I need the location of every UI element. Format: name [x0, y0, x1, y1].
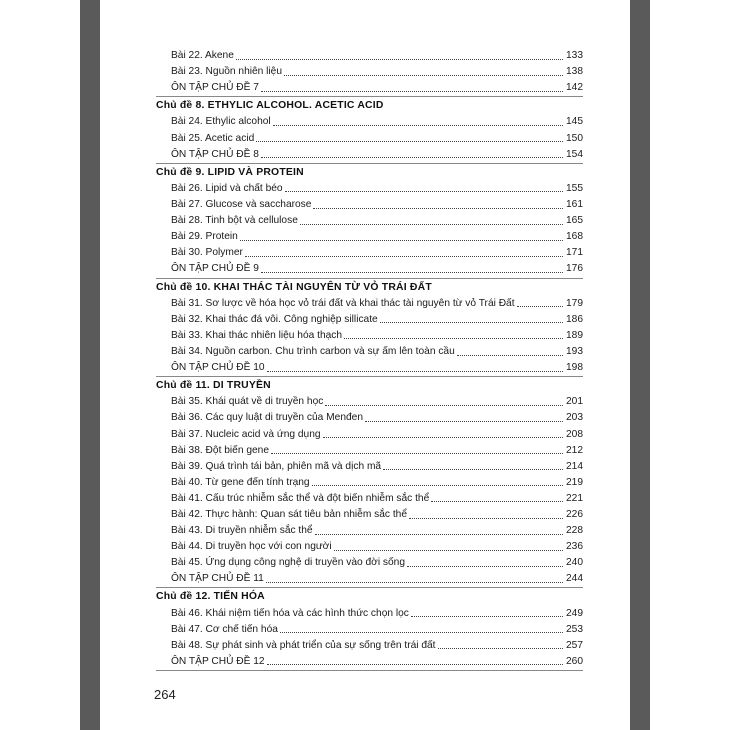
entry-title: Bài 36. Các quy luật di truyền của Menđen: [171, 412, 363, 424]
dot-leader: [315, 534, 563, 535]
dot-leader: [284, 75, 563, 76]
entry-title: Bài 40. Từ gene đến tính trạng: [171, 476, 310, 488]
topic-heading: Chủ đề 9. LIPID VÀ PROTEIN: [156, 166, 304, 178]
dot-leader: [380, 322, 563, 323]
entry-page-number: 138: [566, 66, 583, 78]
entry-title: Bài 47. Cơ chế tiến hóa: [171, 623, 278, 635]
section-divider: [156, 670, 583, 671]
lesson-entry: [156, 410, 583, 426]
lesson-entry: [156, 507, 583, 523]
entry-page-number: 155: [566, 182, 583, 194]
lesson-entry: [156, 622, 583, 638]
entry-page-number: 203: [566, 412, 583, 424]
dot-leader: [325, 405, 563, 406]
entry-page-number: 168: [566, 231, 583, 243]
entry-title: Bài 31. Sơ lược về hóa học vỏ trái đất và khai thác tài nguyên từ vỏ Trái Đất: [171, 297, 515, 309]
dot-leader: [300, 224, 563, 225]
entry-title: ÔN TẬP CHỦ ĐỀ 8: [171, 148, 259, 160]
dot-leader: [267, 371, 563, 372]
entry-title: Bài 38. Đột biến gene: [171, 444, 269, 456]
lesson-entry: [156, 606, 583, 622]
entry-page-number: 257: [566, 639, 583, 651]
book-page: [100, 0, 630, 730]
entry-title: Bài 32. Khai thác đá vôi. Công nghiệp sillicate: [171, 313, 378, 325]
entry-title: Bài 48. Sự phát sinh và phát triển của sự sống trên trái đất: [171, 639, 436, 651]
lesson-entry: [156, 539, 583, 555]
lesson-entry: [156, 443, 583, 459]
topic-heading: Chủ đề 10. KHAI THÁC TÀI NGUYÊN TỪ VỎ TRÁI ĐẤT: [156, 281, 432, 293]
entry-page-number: 133: [566, 50, 583, 61]
dot-leader: [383, 469, 563, 470]
dot-leader: [344, 338, 563, 339]
entry-page-number: 208: [566, 428, 583, 440]
dot-leader: [411, 616, 563, 617]
entry-page-number: 142: [566, 82, 583, 94]
dot-leader: [240, 240, 563, 241]
entry-title: Bài 25. Acetic acid: [171, 132, 255, 144]
lesson-entry: [156, 491, 583, 507]
dot-leader: [261, 157, 563, 158]
dot-leader: [271, 453, 563, 454]
entry-page-number: 189: [566, 329, 583, 341]
lesson-entry: [156, 344, 583, 360]
entry-page-number: 221: [566, 492, 583, 504]
review-entry: [156, 261, 583, 277]
review-entry: [156, 571, 583, 587]
entry-title: Bài 30. Polymer: [171, 247, 243, 259]
lesson-entry: [156, 181, 583, 197]
dot-leader: [438, 648, 563, 649]
lesson-entry: [156, 213, 583, 229]
entry-page-number: 244: [566, 573, 583, 585]
entry-page-number: 260: [566, 655, 583, 667]
entry-page-number: 193: [566, 345, 583, 357]
topic-heading: Chủ đề 12. TIẾN HÓA: [156, 591, 265, 603]
dot-leader: [407, 566, 563, 567]
lesson-entry: [156, 459, 583, 475]
lesson-entry: [156, 427, 583, 443]
dot-leader: [431, 501, 563, 502]
entry-title: Bài 23. Nguồn nhiên liệu: [171, 66, 283, 78]
entry-page-number: 226: [566, 509, 583, 520]
lesson-entry: [156, 394, 583, 410]
entry-page-number: 212: [566, 444, 583, 456]
entry-page-number: 236: [566, 541, 583, 553]
entry-page-number: 179: [566, 297, 583, 309]
entry-title: Bài 34. Nguồn carbon. Chu trình carbon và sự ấm lên toàn cầu: [171, 345, 455, 357]
entry-page-number: 150: [566, 132, 583, 144]
entry-page-number: 219: [566, 476, 583, 488]
entry-page-number: 253: [566, 623, 583, 635]
entry-title: ÔN TẬP CHỦ ĐỀ 11: [171, 573, 264, 585]
lesson-entry: [156, 328, 583, 344]
entry-page-number: 240: [566, 557, 583, 569]
lesson-entry: [156, 197, 583, 213]
entry-page-number: 201: [566, 396, 583, 408]
entry-title: Bài 24. Ethylic alcohol: [171, 116, 271, 128]
entry-page-number: 145: [566, 116, 583, 128]
dot-leader: [261, 272, 563, 273]
entry-title: Bài 42. Thực hành: Quan sát tiêu bản nhiễm sắc thể: [171, 509, 407, 520]
lesson-entry: [156, 48, 583, 64]
topic-heading: Chủ đề 11. DI TRUYỀN: [156, 380, 271, 392]
dot-leader: [365, 421, 563, 422]
dot-leader: [273, 125, 563, 126]
entry-title: Bài 35. Khái quát về di truyền học: [171, 396, 324, 408]
page-number: 264: [154, 687, 176, 702]
entry-title: Bài 37. Nucleic acid và ứng dụng: [171, 428, 321, 440]
entry-page-number: 249: [566, 607, 583, 619]
entry-title: Bài 29. Protein: [171, 231, 238, 243]
dot-leader: [267, 664, 563, 665]
lesson-entry: [156, 555, 583, 571]
entry-title: Bài 46. Khái niệm tiến hóa và các hình thức chọn lọc: [171, 607, 409, 619]
entry-title: ÔN TẬP CHỦ ĐỀ 12: [171, 655, 265, 667]
lesson-entry: [156, 475, 583, 491]
entry-title: Bài 22. Akene: [171, 50, 234, 61]
dot-leader: [261, 91, 563, 92]
entry-title: ÔN TẬP CHỦ ĐỀ 10: [171, 362, 265, 374]
lesson-entry: [156, 64, 583, 80]
dot-leader: [256, 141, 563, 142]
dot-leader: [280, 632, 563, 633]
dot-leader: [517, 306, 563, 307]
entry-title: Bài 41. Cấu trúc nhiễm sắc thể và đột biến nhiễm sắc thể: [171, 492, 430, 504]
review-entry: [156, 147, 583, 163]
entry-title: Bài 43. Di truyền nhiễm sắc thể: [171, 525, 313, 537]
entry-page-number: 171: [566, 247, 583, 259]
entry-page-number: 214: [566, 460, 583, 472]
dot-leader: [313, 208, 563, 209]
entry-page-number: 154: [566, 148, 583, 160]
entry-page-number: 165: [566, 215, 583, 227]
entry-title: Bài 28. Tinh bột và cellulose: [171, 215, 298, 227]
entry-page-number: 186: [566, 313, 583, 325]
entry-title: Bài 27. Glucose và saccharose: [171, 199, 312, 211]
dot-leader: [409, 518, 563, 519]
entry-page-number: 228: [566, 525, 583, 537]
lesson-entry: [156, 114, 583, 130]
review-entry: [156, 654, 583, 670]
entry-title: Bài 39. Quá trình tái bản, phiên mã và dịch mã: [171, 460, 382, 472]
entry-page-number: 161: [566, 199, 583, 211]
dot-leader: [236, 59, 563, 60]
entry-title: ÔN TẬP CHỦ ĐỀ 7: [171, 82, 259, 94]
dot-leader: [312, 485, 563, 486]
lesson-entry: [156, 229, 583, 245]
entry-title: Bài 45. Ứng dụng công nghệ di truyền vào đời sống: [171, 557, 406, 569]
entry-title: Bài 33. Khai thác nhiên liệu hóa thạch: [171, 329, 343, 341]
lesson-entry: [156, 312, 583, 328]
entry-title: Bài 44. Di truyền học với con người: [171, 541, 332, 553]
entry-title: Bài 26. Lipid và chất béo: [171, 182, 283, 194]
dot-leader: [245, 256, 563, 257]
lesson-entry: [156, 523, 583, 539]
left-border-bar: [80, 0, 100, 730]
dot-leader: [285, 191, 563, 192]
topic-heading: Chủ đề 8. ETHYLIC ALCOHOL. ACETIC ACID: [156, 100, 384, 112]
lesson-entry: [156, 131, 583, 147]
lesson-entry: [156, 296, 583, 312]
dot-leader: [266, 582, 563, 583]
entry-title: ÔN TẬP CHỦ ĐỀ 9: [171, 263, 259, 275]
entry-page-number: 198: [566, 362, 583, 374]
review-entry: [156, 360, 583, 376]
lesson-entry: [156, 638, 583, 654]
lesson-entry: [156, 245, 583, 261]
table-of-contents: [156, 48, 583, 671]
right-border-bar: [630, 0, 650, 730]
dot-leader: [323, 437, 563, 438]
dot-leader: [334, 550, 563, 551]
review-entry: [156, 80, 583, 96]
dot-leader: [457, 355, 563, 356]
entry-page-number: 176: [566, 263, 583, 275]
